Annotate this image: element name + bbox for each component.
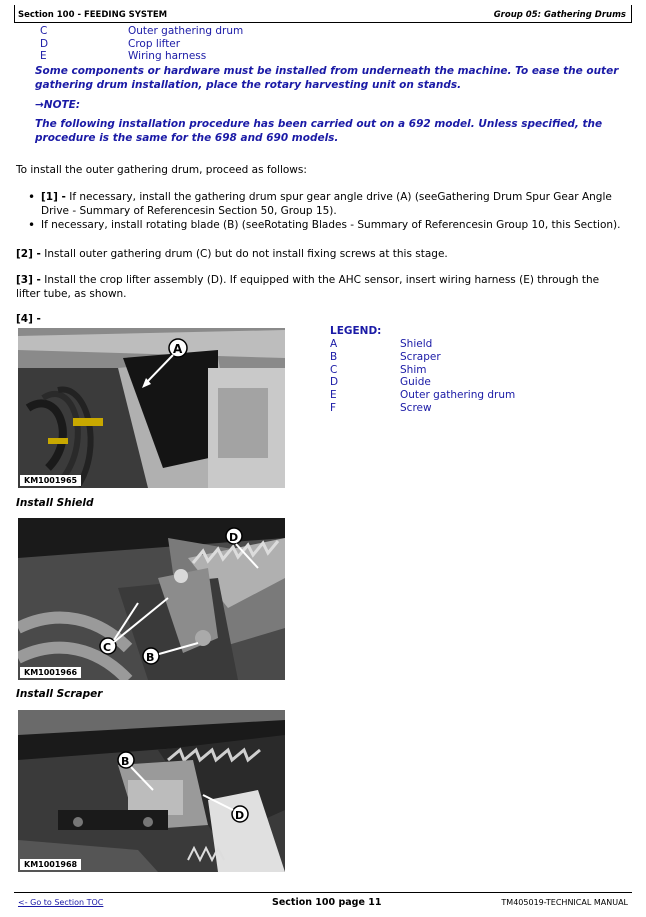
header-border-right xyxy=(631,5,632,23)
figure-install-scraper xyxy=(18,518,285,680)
part-name: Wiring harness xyxy=(128,50,207,62)
header-border-left xyxy=(14,5,15,23)
footer-divider xyxy=(14,892,632,893)
bullet-item xyxy=(28,190,628,218)
svg-text:B: B xyxy=(121,755,130,768)
bullet-icon: • xyxy=(28,218,36,232)
legend-name: Scraper xyxy=(400,351,441,363)
svg-text:D: D xyxy=(235,809,245,822)
photo-scraper xyxy=(18,518,285,680)
legend-name: Screw xyxy=(400,402,432,414)
photo-guide xyxy=(18,710,285,872)
legend-letter: D xyxy=(330,376,339,388)
svg-text:A: A xyxy=(173,342,183,356)
svg-text:B: B xyxy=(146,651,155,664)
part-letter: E xyxy=(40,50,47,62)
legend-letter: E xyxy=(330,389,337,401)
step-number: [1] - xyxy=(41,191,66,203)
step-text: Install outer gathering drum (C) but do not install fixing screws at this stage. xyxy=(40,248,448,260)
bullet-item xyxy=(28,218,628,232)
legend-letter: A xyxy=(330,338,338,350)
intro-text: To install the outer gathering drum, proceed as follows: xyxy=(16,164,307,176)
header-divider xyxy=(14,22,632,23)
svg-text:C: C xyxy=(103,641,112,654)
warning-text: Some components or hardware must be installed from underneath the machine. To ease the outer gathering drum installation, place the rotary harvesting unit on stands. xyxy=(35,65,619,91)
step-number: [3] - xyxy=(16,274,41,286)
figure-install-guide xyxy=(18,710,285,872)
step-text: Install the crop lifter assembly (D). If equipped with the AHC sensor, insert wiring harness (E) through the lifter tube, as shown. xyxy=(16,274,600,300)
manual-id: TM405019-TECHNICAL MANUAL xyxy=(501,898,628,907)
figure-install-shield xyxy=(18,328,285,488)
bullet-icon: • xyxy=(28,190,36,204)
figure-code: KM1001965 xyxy=(20,475,81,486)
legend-letter: F xyxy=(330,402,337,414)
figure-code: KM1001966 xyxy=(20,667,81,678)
note-label: →NOTE: xyxy=(35,99,81,111)
group-title: Group 05: Gathering Drums xyxy=(493,10,626,20)
step-text: If necessary, install rotating blade (B) (seeRotating Blades - Summary of Referencesin Group 10, this Section). xyxy=(41,219,621,231)
legend-title: LEGEND: xyxy=(330,325,382,337)
step-4 xyxy=(16,312,626,326)
legend-name: Outer gathering drum xyxy=(400,389,516,401)
part-letter: D xyxy=(40,38,49,50)
legend-item xyxy=(330,389,515,401)
legend-letter: B xyxy=(330,351,338,363)
legend-item xyxy=(330,376,431,388)
part-letter: C xyxy=(40,25,48,37)
section-title: Section 100 - FEEDING SYSTEM xyxy=(18,10,168,20)
note-text: The following installation procedure has been carried out on a 692 model. Unless specified, the procedure is the same for the 698 and 690 models. xyxy=(35,118,603,144)
photo-shield xyxy=(18,328,285,488)
figure-caption: Install Shield xyxy=(16,497,94,509)
step-number: [4] - xyxy=(16,313,41,325)
page-number: Section 100 page 11 xyxy=(272,897,382,908)
legend-item xyxy=(330,338,432,350)
legend-name: Shim xyxy=(400,364,427,376)
legend-name: Shield xyxy=(400,338,433,350)
legend-name: Guide xyxy=(400,376,431,388)
legend-letter: C xyxy=(330,364,338,376)
part-name: Outer gathering drum xyxy=(128,25,244,37)
svg-text:D: D xyxy=(229,531,239,544)
part-name: Crop lifter xyxy=(128,38,181,50)
legend-item xyxy=(330,364,426,376)
legend-item xyxy=(330,351,441,363)
toc-link[interactable]: <- Go to Section TOC xyxy=(18,898,104,907)
step-text: If necessary, install the gathering drum spur gear angle drive (A) (seeGathering Drum Spur Gear Angle Drive - Summary of Referencesin Section 50, Group 15). xyxy=(41,191,612,217)
step-3 xyxy=(16,273,626,301)
figure-code: KM1001968 xyxy=(20,859,81,870)
figure-caption: Install Scraper xyxy=(16,688,103,700)
legend-item xyxy=(330,402,432,414)
step-number: [2] - xyxy=(16,248,41,260)
step-2 xyxy=(16,247,626,261)
